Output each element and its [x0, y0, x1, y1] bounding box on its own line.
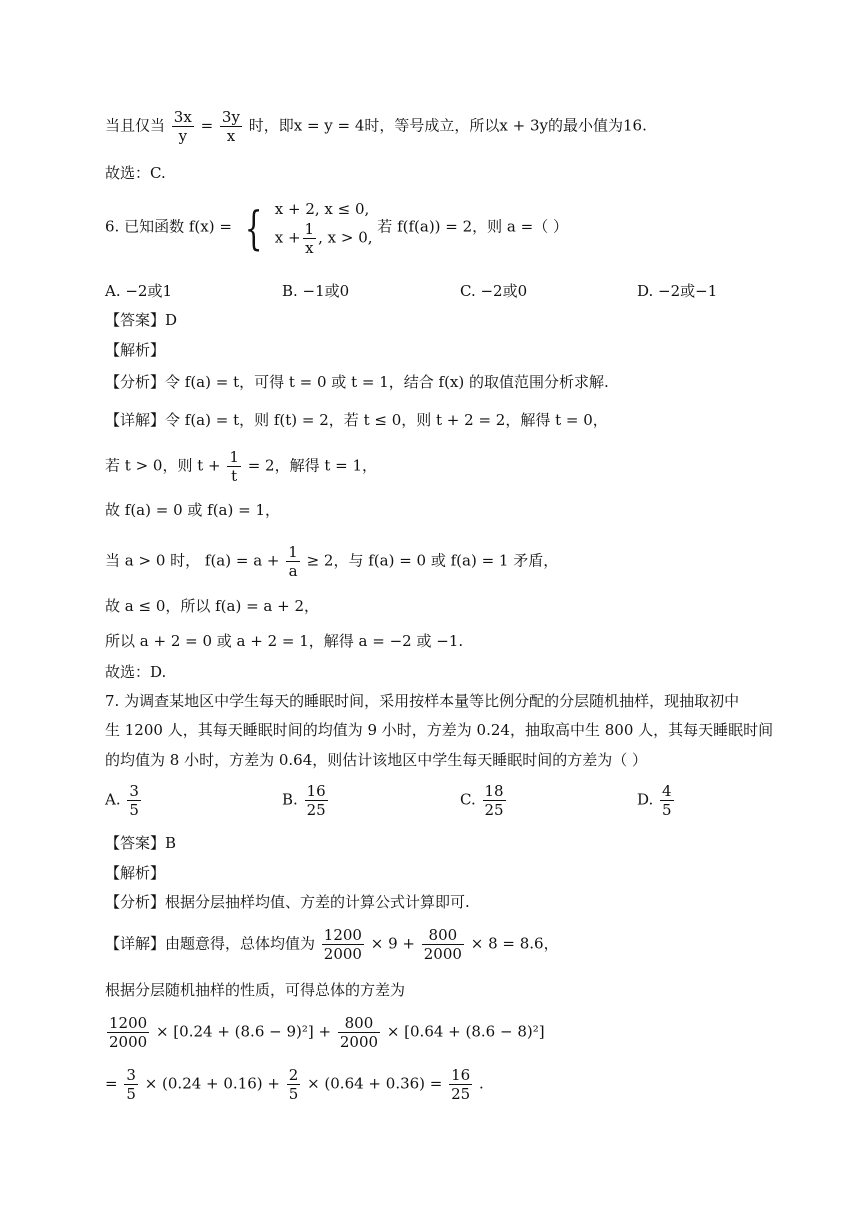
q6-answer: 【答案】D [105, 311, 178, 329]
q6-detail-line2: 若 t > 0，则 t + $\frac{1}{t}$ = 2，解得 t = 1， [105, 448, 378, 485]
q6-option-d: D. −2或−1 [637, 282, 718, 300]
q6-detail-line4: 当 a > 0 时， f(a) = a + $\frac{1}{a}$ ≥ 2，与 f(a) = 0 或 f(a) = 1 矛盾， [105, 543, 559, 580]
q6-option-b: B. −1或0 [282, 282, 350, 300]
brace: { [244, 200, 263, 255]
q7-variance-formula: $\frac{1200}{2000}$ × [0.24 + (8.6 − 9)²] + $\frac{800}{2000}$ × [0.64 + (8.6 − 8)²] [109, 1014, 545, 1051]
case-2: x + $\frac{1}{x}$ , x > 0, [274, 220, 373, 257]
q7-option-a: A. $\frac{3}{5}$ [105, 782, 139, 819]
q7-option-c: C. $\frac{18}{25}$ [460, 782, 504, 819]
q7-option-b: B. $\frac{16}{25}$ [282, 782, 326, 819]
text: 若 f(f(a)) = 2，则 a =（ ） [377, 217, 568, 236]
fraction: $\frac{3x}{y}$ [173, 108, 192, 145]
case-1: x + 2, x ≤ 0, [274, 200, 370, 218]
answer-choice-c: 故选：C. [105, 164, 166, 182]
text: 时，即x = y = 4时，等号成立，所以x + 3y的最小值为16. [248, 116, 647, 135]
piecewise-cases [275, 198, 373, 257]
question-7-line3: 的均值为 8 小时，方差为 0.64，则估计该地区中学生每天睡眠时间的方差为（ ） [105, 751, 648, 769]
q7-option-d: D. $\frac{4}{5}$ [637, 782, 672, 819]
fraction: $\frac{3y}{x}$ [221, 108, 240, 145]
q6-detail: 【详解】令 f(a) = t，则 f(t) = 2，若 t ≤ 0，则 t + 2 = 2，解得 t = 0， [105, 411, 608, 429]
q6-detail-line3: 故 f(a) = 0 或 f(a) = 1， [105, 501, 280, 519]
q6-detail-line6: 所以 a + 2 = 0 或 a + 2 = 1，解得 a = −2 或 −1. [105, 632, 464, 650]
q7-detail-mean: 【详解】由题意得，总体均值为 $\frac{1200}{2000}$ × 9 + $\frac{800}{2000}$ × 8 = 8.6， [105, 926, 559, 963]
q7-property: 根据分层随机抽样的性质，可得总体的方差为 [105, 981, 406, 999]
q6-option-c: C. −2或0 [460, 282, 528, 300]
q6-jiexi: 【解析】 [105, 341, 166, 359]
q6-option-a: A. −2或1 [105, 282, 173, 300]
q7-jiexi: 【解析】 [105, 864, 166, 882]
text: 当且仅当 [105, 116, 166, 135]
text: 6. 已知函数 f(x) = [105, 217, 232, 236]
q7-analysis: 【分析】根据分层抽样均值、方差的计算公式计算即可. [105, 893, 470, 911]
equality-condition-line: 当且仅当 $\frac{3x}{y}$ = $\frac{3y}{x}$ 时，即x = y = 4时，等号成立，所以x + 3y的最小值为16. [105, 108, 647, 145]
q6-analysis: 【分析】令 f(a) = t，可得 t = 0 或 t = 1，结合 f(x) 的取值范围分析求解. [105, 373, 609, 391]
question-6-stem [105, 198, 568, 257]
q7-answer: 【答案】B [105, 834, 177, 852]
q6-detail-line5: 故 a ≤ 0，所以 f(a) = a + 2， [105, 597, 320, 615]
q7-variance-result: = $\frac{3}{5}$ × (0.24 + 0.16) + $\frac{2}{5}$ × (0.64 + 0.36) = $\frac{16}{25}$ . [105, 1066, 484, 1103]
question-7-line1: 7. 为调查某地区中学生每天的睡眠时间，采用按样本量等比例分配的分层随机抽样，现抽取初中 [105, 692, 740, 710]
q6-final-choice: 故选：D. [105, 663, 167, 681]
question-7-line2: 生 1200 人，其每天睡眠时间的均值为 9 小时，方差为 0.24，抽取高中生 800 人，其每天睡眠时间 [105, 721, 774, 739]
